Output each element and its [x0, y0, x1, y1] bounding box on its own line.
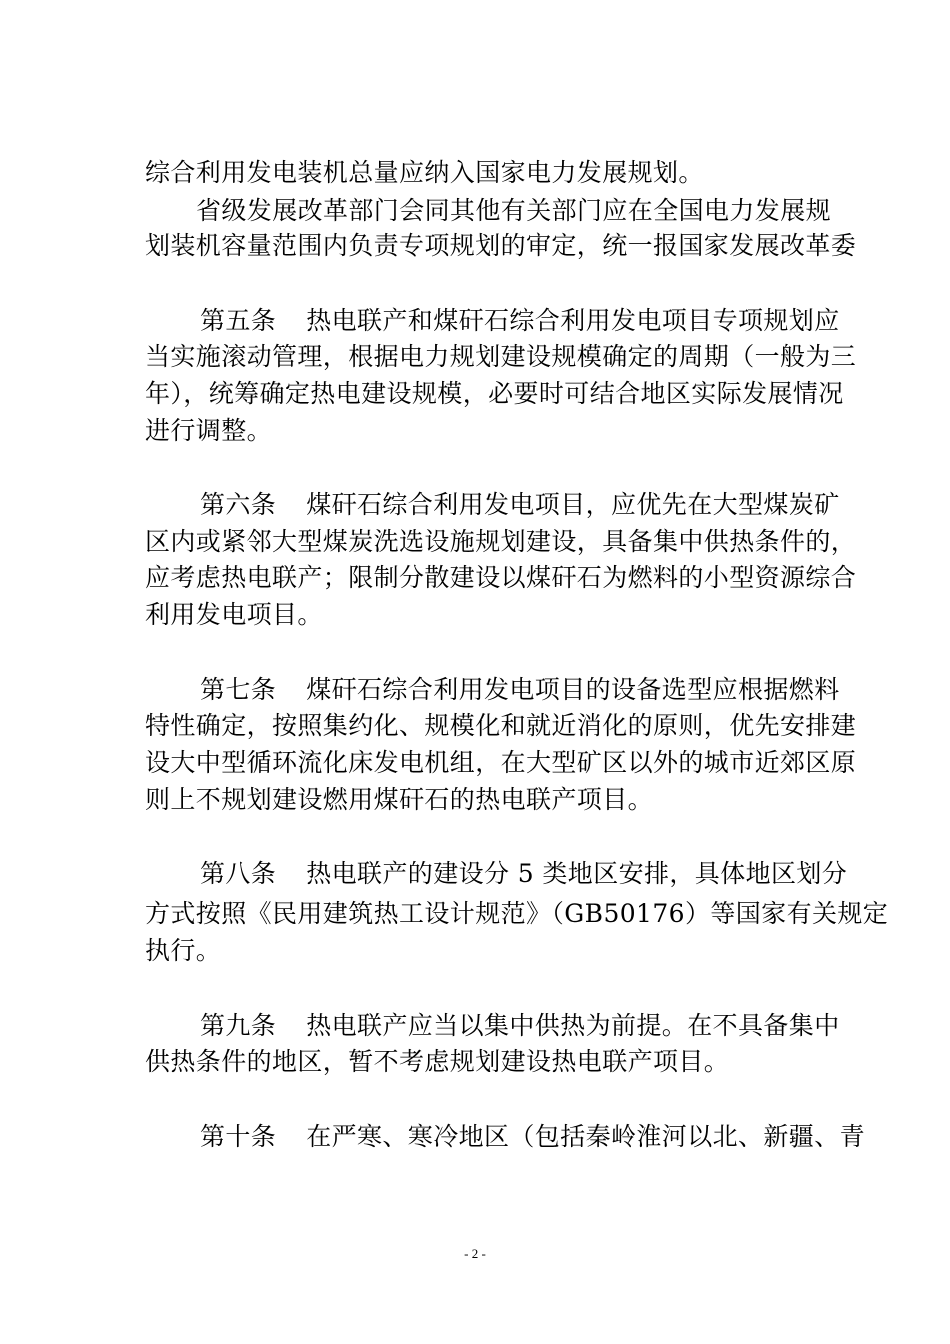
- article-first-line: [200, 859, 848, 889]
- paragraph-line: 特性确定，按照集约化、规模化和就近消化的原则，优先安排建: [145, 711, 857, 740]
- paragraph-line: 供热条件的地区，暂不考虑规划建设热电联产项目。: [145, 1047, 730, 1076]
- article-number: 第十条: [200, 1122, 277, 1151]
- article-first-line: [200, 675, 840, 705]
- paragraph-line: 则上不规划建设燃用煤矸石的热电联产项目。: [145, 785, 654, 814]
- article-text: 煤矸石综合利用发电项目，应优先在大型煤炭矿: [306, 490, 840, 519]
- article-number: 第九条: [200, 1011, 277, 1040]
- paragraph-line: 年），统筹确定热电建设规模，必要时可结合地区实际发展情况: [145, 379, 844, 408]
- paragraph-line: 应考虑热电联产；限制分散建设以煤矸石为燃料的小型资源综合: [145, 563, 857, 592]
- article-first-line: [200, 306, 840, 336]
- page-number: - 2 -: [464, 1246, 486, 1261]
- article-first-line: [200, 1122, 866, 1152]
- paragraph-line: 进行调整。: [145, 416, 273, 445]
- article-number: 第六条: [200, 490, 277, 519]
- paragraph-line: 当实施滚动管理，根据电力规划建设规模确定的周期（一般为三: [145, 342, 857, 371]
- article-first-line: [200, 490, 840, 520]
- article-text: 热电联产的建设分 5 类地区安排，具体地区划分: [306, 859, 848, 888]
- paragraph-line: 省级发展改革部门会同其他有关部门应在全国电力发展规: [196, 196, 832, 225]
- article-number: 第五条: [200, 306, 277, 335]
- article-first-line: [200, 1011, 840, 1041]
- paragraph-line: 利用发电项目。: [145, 600, 323, 629]
- article-text: 热电联产应当以集中供热为前提。在不具备集中: [306, 1011, 840, 1040]
- paragraph-line: 综合利用发电装机总量应纳入国家电力发展规划。: [145, 158, 704, 187]
- article-text: 在严寒、寒冷地区（包括秦岭淮河以北、新疆、青: [306, 1122, 866, 1151]
- paragraph-line: 划装机容量范围内负责专项规划的审定，统一报国家发展改革委: [145, 231, 857, 260]
- paragraph-line: 设大中型循环流化床发电机组，在大型矿区以外的城市近郊区原: [145, 748, 857, 777]
- paragraph-line: 区内或紧邻大型煤炭洗选设施规划建设，具备集中供热条件的，: [145, 527, 857, 556]
- paragraph-line: 方式按照《民用建筑热工设计规范》（GB50176）等国家有关规定: [145, 899, 889, 928]
- article-text: 煤矸石综合利用发电项目的设备选型应根据燃料: [306, 675, 840, 704]
- paragraph-line: 执行。: [145, 936, 222, 965]
- article-text: 热电联产和煤矸石综合利用发电项目专项规划应: [306, 306, 840, 335]
- article-number: 第八条: [200, 859, 277, 888]
- article-number: 第七条: [200, 675, 277, 704]
